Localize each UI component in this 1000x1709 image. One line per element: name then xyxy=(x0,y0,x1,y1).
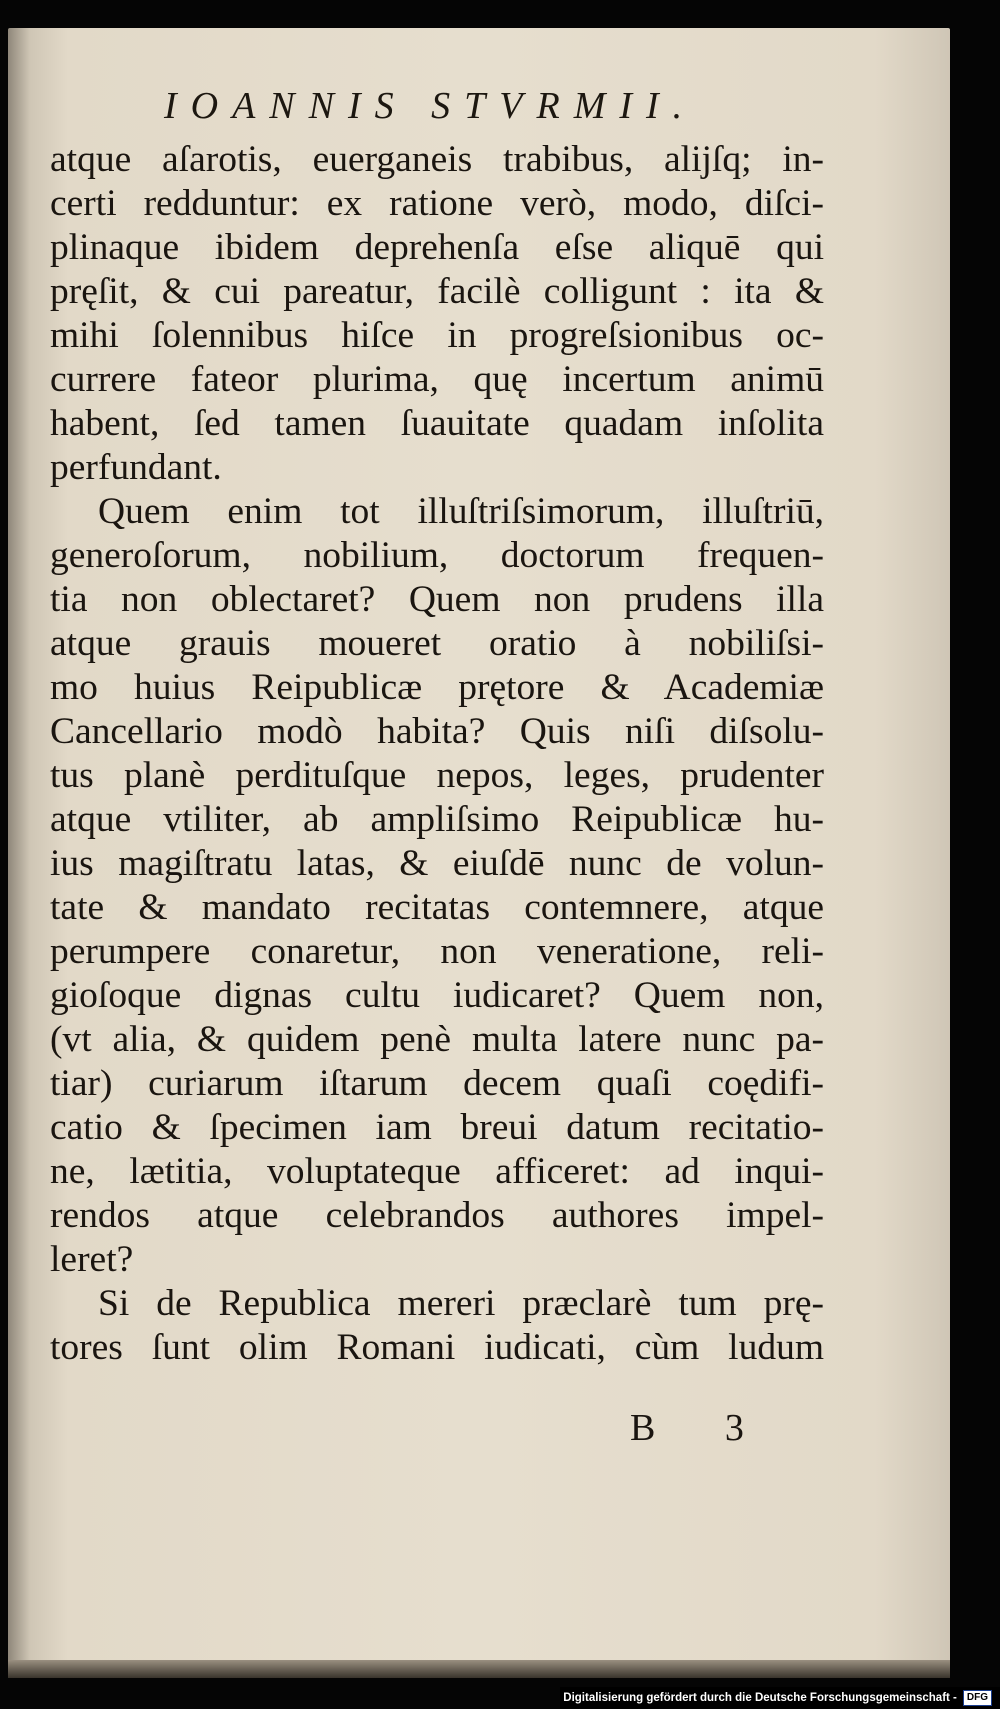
text-line: ius magiſtratu latas, & eiuſdē nunc de volun- xyxy=(50,843,824,884)
text-line: perfundant. xyxy=(50,447,222,488)
digitization-credit: Digitalisierung gefördert durch die Deutsche Forschungsgemeinschaft - xyxy=(563,1692,957,1704)
body-text xyxy=(50,138,824,1370)
text-line: tate & mandato recitatas contemnere, atque xyxy=(50,887,824,928)
text-line: atque vtiliter, ab ampliſsimo Reipublicæ hu- xyxy=(50,799,824,840)
signature-mark: B 3 xyxy=(630,1407,774,1449)
text-line: Cancellario modò habita? Quis niſi diſsolu- xyxy=(50,711,824,752)
text-line: Si de Republica mereri præclarè tum prę- xyxy=(98,1283,824,1324)
text-line: mihi ſolennibus hiſce in progreſsionibus oc- xyxy=(50,315,824,356)
text-line: leret? xyxy=(50,1239,134,1280)
text-line: pręſit, & cui pareatur, facilè colligunt : ita & xyxy=(50,271,824,312)
text-line: mo huius Reipublicæ prętore & Academiæ xyxy=(50,667,824,708)
text-line: atque grauis moueret oratio à nobiliſsi- xyxy=(50,623,824,664)
text-line: (vt alia, & quidem penè multa latere nunc pa- xyxy=(50,1019,824,1060)
text-line: plinaque ibidem deprehenſa eſse aliquē qui xyxy=(50,227,824,268)
digitization-banner xyxy=(560,1687,1000,1709)
text-line: generoſorum, nobilium, doctorum frequen- xyxy=(50,535,824,576)
text-line: gioſoque dignas cultu iudicaret? Quem non, xyxy=(50,975,824,1016)
text-line: tus planè perdituſque nepos, leges, prudenter xyxy=(50,755,824,796)
text-line: tia non oblectaret? Quem non prudens illa xyxy=(50,579,824,620)
text-line: habent, ſed tamen ſuauitate quadam inſolita xyxy=(50,403,824,444)
text-line: tiar) curiarum iſtarum decem quaſi coędifi- xyxy=(50,1063,824,1104)
text-line: perumpere conaretur, non veneratione, reli- xyxy=(50,931,824,972)
text-line: Quem enim tot illuſtriſsimorum, illuſtriū, xyxy=(98,491,824,532)
text-line: ne, lætitia, voluptateque afficeret: ad inqui- xyxy=(50,1151,824,1192)
running-head: IOANNIS STVRMII. xyxy=(164,85,697,127)
text-line: atque aſarotis, euerganeis trabibus, alijſq; in- xyxy=(50,139,824,180)
text-line: catio & ſpecimen iam breui datum recitatio- xyxy=(50,1107,824,1148)
text-line: rendos atque celebrandos authores impel- xyxy=(50,1195,824,1236)
text-line: currere fateor plurima, quę incertum animū xyxy=(50,359,824,400)
text-line: certi redduntur: ex ratione verò, modo, diſci- xyxy=(50,183,824,224)
text-line: tores ſunt olim Romani iudicati, cùm ludum xyxy=(50,1327,824,1368)
page-bottom-edge xyxy=(8,1660,950,1678)
dfg-logo: DFG xyxy=(963,1690,992,1706)
